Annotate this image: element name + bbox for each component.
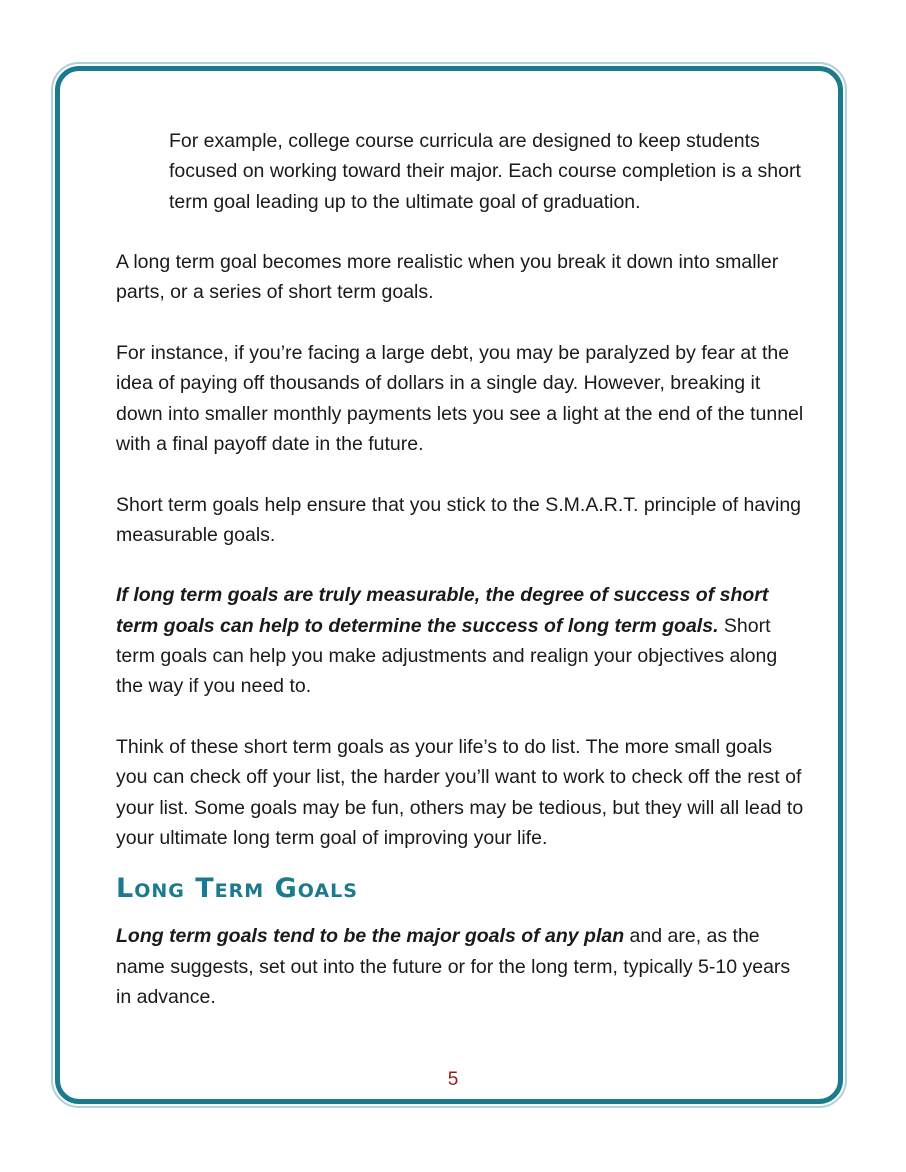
section-heading-long-term-goals: Long Term Goals (116, 873, 358, 905)
emphasis-measurable: If long term goals are truly measurable, the degree of success of short term goals can help to determine the success of long term goals. (116, 584, 769, 637)
emphasis-long-term: Long term goals tend to be the major goals of any plan (116, 925, 625, 948)
paragraph-measurable-rest: Short term goals can help you make adjustments and realign your objectives along the way if you need to. (116, 614, 778, 698)
paragraph-debt-example: For instance, if you’re facing a large debt, you may be paralyzed by fear at the idea of paying off thousands of dollars in a single day. However, breaking it down into smaller monthly payments lets you see a light at the end of the tunnel with a final payoff date in the future. (116, 342, 804, 455)
paragraph-todo-list: Think of these short term goals as your life’s to do list. The more small goals you can check off your list, the harder you’ll want to work to check off the rest of your list. Some goals may be fun, others may be tedious, but they will all lead to your ultimate long term goal of improving your life. (116, 735, 804, 849)
paragraph-long-term-definition (116, 921, 806, 1012)
paragraph-measurable (116, 580, 806, 701)
paragraph-realistic-goals: A long term goal becomes more realistic when you break it down into smaller parts, or a series of short term goals. (116, 251, 779, 304)
page-number: 5 (447, 1069, 459, 1090)
example-paragraph: For example, college course curricula are designed to keep students focused on working toward their major. Each course completion is a short term goal leading up to the ultimate goal of graduation. (169, 130, 801, 213)
paragraph-long-term-rest: and are, as the name suggests, set out into the future or for the long term, typically 5-10 years in advance. (116, 925, 791, 1009)
page-content (116, 126, 806, 1043)
paragraph-smart-principle: Short term goals help ensure that you stick to the S.M.A.R.T. principle of having measurable goals. (116, 493, 802, 546)
